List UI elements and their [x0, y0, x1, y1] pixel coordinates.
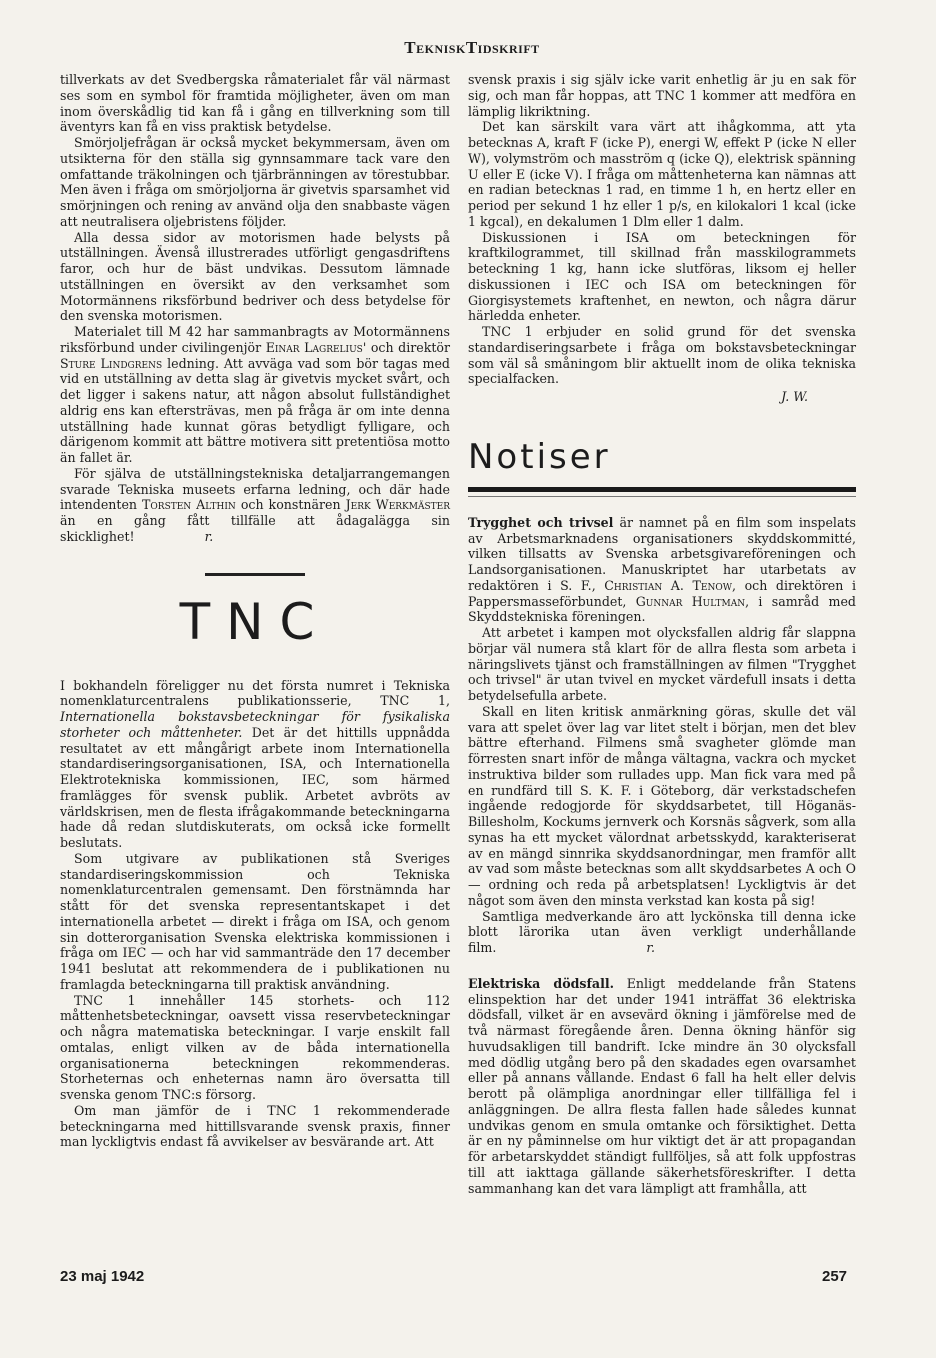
notice-title: Elektriska dödsfall.: [468, 975, 615, 991]
right-column: [468, 72, 856, 1196]
text-run: ' och direktör: [362, 339, 450, 355]
masthead-word-2: Tidskrift: [465, 38, 540, 57]
page-number: 257: [822, 1268, 848, 1285]
section-divider: [205, 573, 305, 576]
notiser-heading: Notiser: [468, 436, 611, 477]
text-run: Det är det hittills uppnådda resultatet av ett mångårigt arbete inom Internationella standardiseringsorganisationen, ISA, och Internationella Elektrotekniska kommissionen, IEC, som härmed framlägges för svensk publik. Arbetet avbröts av världskrisen, men de flesta ifrågakommande beteckningarna hade då redan slutdiskuterats, om också icke formellt beslutats.: [60, 724, 450, 850]
text-run: För själva de utställningstekniska detaljarrangemangen svarade Tekniska museets erfarna ledning, och där hade intendenten: [60, 465, 450, 513]
tnc-paragraph-4: Om man jämför de i TNC 1 rekommenderade beteckningarna med hittillsvarande svensk praxis, finner man lyckligtvis endast få avvikelser av besvärande art. Att: [60, 1102, 450, 1150]
tnc-paragraph-3: TNC 1 innehåller 145 storhets- och 112 måttenhetsbeteckningar, oavsett vissa reservbeteckningar och några matematiska beteckningar. I varje enskilt fall omtalas, enligt vilken av de båda internationella organisationerna beteckningen rekommenderas. Storheternas och enheternas namn äro översatta till svenska genom TNC:s försorg.: [60, 992, 450, 1102]
heading-rule: [468, 487, 856, 492]
publication-title: Internationella bokstavsbeteckningar för fysikaliska storheter och måttenheter.: [60, 709, 450, 740]
tnc-paragraph-1: [60, 678, 450, 851]
heading-rule-thin: [468, 496, 856, 497]
right-paragraph-1: svensk praxis i sig själv icke varit enhetlig är ju en sak för sig, och man får hoppas, att TNC 1 kommer att medföra en lämplig likriktning.: [468, 72, 856, 119]
text-run: än en gång fått tillfälle att ådagalägga sin skicklighet!: [60, 513, 450, 544]
person-name: Einar Lagrelius: [265, 339, 363, 355]
text-run: I bokhandeln föreligger nu det första numret i Tekniska nomenklaturcentralens publikationsserie, TNC 1,: [60, 677, 450, 709]
text-run: , i samråd med Skyddstekniska föreningen.: [468, 593, 856, 625]
left-paragraph-3: Alla dessa sidor av motorismen hade belysts på utställningen. Ävenså illustrerades utförligt gengasdriftens faror, och hur de bäst undvikas. Dessutom lämnade utställningen en översikt av den verksamhet som Motormännens riksförbund bedriver och dess betydelse för den svenska motorismen.: [60, 229, 450, 324]
text-run: är namnet på en film som inspelats av Arbetsmarknadens organisationers skyddskommitté, vilken tillsatts av Svenska arbetsgivareföreningen och Landsorganisationen. Manuskriptet har utarbetats av redaktören i S. F.,: [468, 514, 856, 593]
left-paragraph-2: Smörjoljefrågan är också mycket bekymmersam, även om utsikterna för den ställa sig gynnsammare tack vare den omfattande träkolningen och tjärbränningen av törestubbar. Men även i fråga om smörjoljorna är givetvis sparsamhet vid smörjningen och rening av använd olja den snabbaste vägen att neutralisera oljebristens följder.: [60, 135, 450, 229]
left-paragraph-4: [60, 324, 450, 466]
text-run: och konstnären: [235, 497, 346, 513]
tnc-heading: TNC: [179, 592, 331, 651]
person-name: Sture Lindgrens: [60, 355, 163, 371]
author-signature: J. W.: [781, 389, 808, 404]
notice-1-paragraph-4: [468, 909, 856, 956]
notice-2-paragraph: [468, 976, 856, 1197]
text-run: Samtliga medverkande äro att lyckönska till denna icke blott lärorika utan även verkligt underhållande film.: [468, 908, 856, 955]
person-name: Torsten Althin: [142, 497, 236, 513]
text-run: Materialet till M 42 har sammanbragts av Motormännens riksförbund under civilingenjör: [60, 324, 450, 355]
text-run: ledning. Att avväga vad som bör tagas med vid en utställning av detta slag är givetvis mycket svårt, och det ligger i sakens natur, att någon absolut fullständighet aldrig ens kan eftersträvas, men på fråga är om inte denna utställning hade kunnat göras betydligt fylligare, och därigenom kommit att bättre motivera sitt pretentiösa motto än fallet är.: [60, 355, 450, 465]
tnc-paragraph-2: Som utgivare av publikationen stå Sveriges standardiseringskommission och Tekniska nomenklaturcentralen gemensamt. Den förstnämnda har stått för det svenska representantskapet i det internationella arbetet — direkt i fråga om ISA, och genom sin dotterorganisation Svenska elektriska kommissionen i fråga om IEC — och har vid sammanträde den 17 december 1941 beslutat att rekommendera de i publikationen nu framlagda beteckningarna till praktisk användning.: [60, 850, 450, 992]
text-run: Enligt meddelande från Statens elinspektion har det under 1941 inträffat 36 elektriska dödsfall, vilket är en avsevärd ökning i jämförelse med de två närmast föregående åren. Denna ökning hänför sig huvudsakligen till bandrift. Icke mindre än 30 olycksfall med dödlig utgång bero på den skadades egen ovarsamhet eller på annans vållande. Endast 6 fall ha helt eller delvis berott på olämpliga anordningar eller tillfälliga fel i anläggningen. De allra flesta fallen hade således kunnat undvikas genom en smula omtanke och försiktighet. Detta är en ny påminnelse om hur viktigt det är att propagandan för arbetarskyddet ständigt fullföljes, så att folk uppfostras till att iakttaga gällande säkerhetsföreskrifter. I detta sammanhang kan det vara lämpligt att framhålla, att: [468, 975, 856, 1196]
author-signature: r.: [646, 940, 656, 955]
right-paragraph-3: Diskussionen i ISA om beteckningen för kraftkilogrammet, till skillnad från masskilogrammets beteckning 1 kg, hann icke slutföras, liksom ej heller diskussionen i IEC och ISA om beteckningen för Giorgisystemets kraftenhet, en newton, och några därur härledda enheter.: [468, 229, 856, 324]
notice-1-paragraph-1: [468, 515, 856, 625]
left-paragraph-1: tillverkats av det Svedbergska råmaterialet får väl närmast ses som en symbol för framtida möjligheter, även om man inom överskådlig tid kan få i gång en tillverkning som till äventyrs kan få en viss praktisk betydelse.: [60, 72, 450, 135]
person-name: Jerk Werkmäster: [345, 497, 450, 513]
journal-masthead: [372, 38, 572, 58]
issue-date: 23 maj 1942: [60, 1268, 145, 1285]
person-name: Christian A. Tenow: [604, 577, 732, 593]
right-paragraph-2: Det kan särskilt vara värt att ihågkomma, att yta betecknas A, kraft F (icke P), energi W, effekt P (icke N eller W), volymström och masström q (icke Q), elektrisk spänning U eller E (icke V). I fråga om måttenheterna kan nämnas att en radian betecknas 1 rad, en timme 1 h, en hertz eller en period per sekund 1 hz eller 1 p/s, en kilokalori 1 kcal (icke 1 kgcal), en dekalumen 1 Dlm eller 1 dalm.: [468, 119, 856, 229]
right-paragraph-4: TNC 1 erbjuder en solid grund för det svenska standardiseringsarbete i fråga om bokstavsbeteckningar som väl så småningom blir aktuellt inom de olika tekniska specialfacken.: [468, 324, 856, 387]
text-run: , och direktören i Pappersmasseförbundet,: [468, 577, 856, 609]
person-name: Gunnar Hultman: [635, 593, 746, 609]
left-paragraph-5: [60, 466, 450, 545]
notice-title: Trygghet och trivsel: [468, 514, 614, 530]
masthead-word-1: Teknisk: [404, 38, 466, 57]
notice-1-paragraph-2: Att arbetet i kampen mot olycksfallen aldrig får slappna börjar väl numera stå klart för de allra flesta som arbeta i näringslivets tjänst och framställningen av filmen "Trygghet och trivsel" är utan tvivel en mycket värdefull insats i detta betydelsefulla arbete.: [468, 625, 856, 703]
author-signature: r.: [204, 528, 214, 544]
notice-1-paragraph-3: Skall en liten kritisk anmärkning göras, skulle det väl vara att spelet över lag var litet stelt i början, men det blev bättre efterhand. Filmens små svagheter glömde man förresten snart inför de många vältagna, vackra och mycket instruktiva bilder som rullades upp. Man fick vara med på en rundfärd till S. K. F. i Göteborg, där verkstadschefen ingående redogjorde för skyddsarbetet, till Höganäs-Billesholm, Kockums jernverk och Korsnäs sågverk, som alla synas ha ett mycket välordnat arbetsskydd, karakteriserat av en mängd sinnrika skyddsanordningar, men framför allt av vad som måste betecknas som allt skyddsarbetes A och O — ordning och reda på arbetsplatsen! Lyckligtvis är det något som även den minsta verkstad kan kosta på sig!: [468, 703, 856, 908]
left-column: [60, 72, 450, 1150]
